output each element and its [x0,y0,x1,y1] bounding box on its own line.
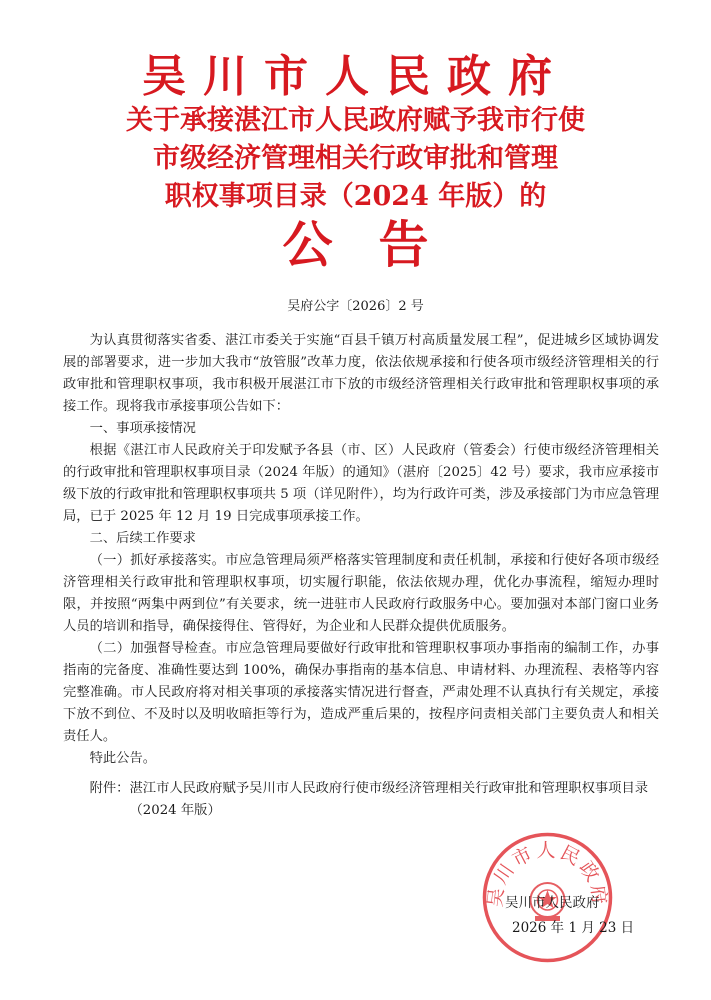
attachment-block [63,778,663,822]
seal-text: 吴川市人民政府 [484,839,611,909]
notice-body [63,330,659,770]
intro-paragraph: 为认真贯彻落实省委、湛江市委关于实施“百县千镇万村高质量发展工程”，促进城乡区域协调发展的部署要求，进一步加大我市“放管服”改革力度，依法依规承接和行使各项市级经济管理相关的行政审批和管理职权事项，我市积极开展湛江市下放的市级经济管理相关行政审批和管理职权事项的承接工作。现将我市承接事项公告如下： [63,333,659,414]
signer-name: 吴川市人民政府 [505,895,600,911]
section-2-item-1: （一）抓好承接落实。市应急管理局须严格落实管理制度和责任机制，承接和行使好各项市级经济管理相关行政审批和管理职权事项，切实履行职能，依法依规办理，优化办事流程，缩短办理时限，并按照“两集中两到位”有关要求，统一进驻市人民政府行政服务中心。要加强对本部门窗口业务人员的培训和指导，确保接得住、管得好，为企业和人民群众提供优质服务。 [63,553,659,634]
subject-line-1: 关于承接湛江市人民政府赋予我市行使 [126,105,585,136]
attachment-text: 湛江市人民政府赋予吴川市人民政府行使市级经济管理相关行政审批和管理职权事项目录（2024 年版） [129,781,649,818]
section-1-heading: 一、事项承接情况 [89,421,196,436]
section-2-item-2: （二）加强督导检查。市应急管理局要做好行政审批和管理职权事项办事指南的编制工作，办事指南的完备度、准确性要达到 100%，确保办事指南的基本信息、申请材料、办理流程、表格等内容完整准确。市人民政府将对相关事项的承接落实情况进行督查，严肃处理不认真执行有关规定，承接下放不到位、不及时以及明收暗拒等行为，造成严重后果的，按程序问责相关部门主要负责人和相关责任人。 [63,641,659,744]
document-number: 吴府公字〔2026〕2 号 [287,299,424,314]
closing-line: 特此公告。 [89,751,157,766]
attachment-label: 附件： [89,781,130,796]
government-name-heading: 吴川市人民政府 [142,51,569,102]
notice-subject [0,102,711,216]
section-1-paragraph: 根据《湛江市人民政府关于印发赋予各县（市、区）人民政府（管委会）行使市级经济管理相关的行政审批和管理职权事项目录（2024 年版）的通知》（湛府〔2025〕42 号）要求，我市应承接市级下放的行政审批和管理职权事项共 5 项（详见附件），均为行政许可类，涉及承接部门为市应急管理局，已于 2025 年 12 月 19 日完成事项承接工作。 [63,443,659,524]
subject-line-3: 职权事项目录（2024 年版）的 [164,181,547,212]
section-2-heading: 二、后续工作要求 [89,531,196,546]
subject-line-2: 市级经济管理相关行政审批和管理 [153,143,558,174]
notice-title: 公告 [282,215,475,274]
signature-date: 2026 年 1 月 23 日 [512,920,635,936]
